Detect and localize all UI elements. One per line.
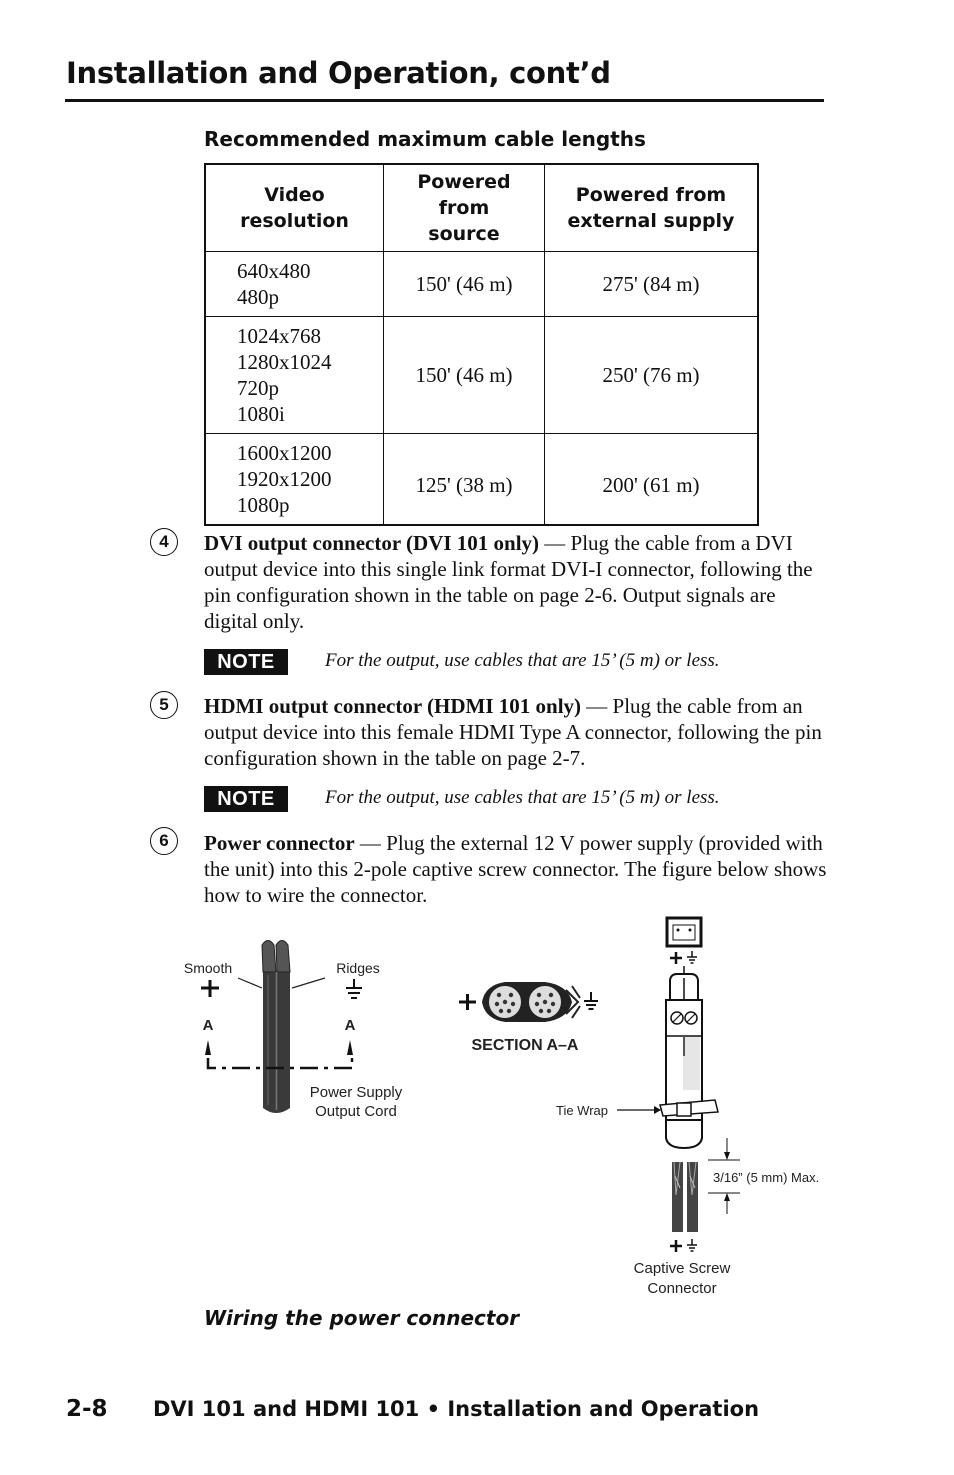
plus-icon <box>670 1240 682 1252</box>
table-header-row <box>205 164 758 252</box>
section-marker-a-left: A <box>202 1017 214 1034</box>
captive-screw-connector-illustration <box>660 918 718 1252</box>
ground-icon <box>584 992 598 1009</box>
source-length-cell: 150' (46 m) <box>384 252 545 317</box>
section-marker-a-right: A <box>344 1017 356 1034</box>
item-body: — Plug the cable from a DVI output device into this single link format DVI-I connector, following the pin configuration shown in the table on page 2-6. Output signals are digital only. <box>204 531 813 633</box>
figure-caption: Wiring the power connector <box>204 1306 520 1330</box>
cable-cross-section-illustration <box>459 982 598 1022</box>
cord-label: Power Supply Output Cord <box>309 1084 403 1120</box>
resolution-cell: 1600x1200 1920x1200 1080p <box>205 434 384 526</box>
source-length-cell: 150' (46 m) <box>384 317 545 434</box>
ridges-leader-line <box>292 978 325 988</box>
ground-icon <box>346 979 362 998</box>
page-title: Installation and Operation, cont’d <box>66 56 611 90</box>
plus-icon <box>670 952 682 964</box>
item-number-5: 5 <box>150 691 178 719</box>
item-dvi-output-connector <box>204 530 829 634</box>
cable-length-table <box>204 163 759 526</box>
max-length-label: 3/16” (5 mm) Max. <box>713 1170 820 1185</box>
resolution-cell: 1024x768 1280x1024 720p 1080i <box>205 317 384 434</box>
item-body: — Plug the cable from an output device into this female HDMI Type A connector, following the pin configuration shown in the table on page 2-7. <box>204 694 822 770</box>
column-header-powered-from-external: Powered from external supply <box>545 164 759 252</box>
source-length-cell: 125' (38 m) <box>384 434 545 526</box>
table-row <box>205 434 758 526</box>
page-number: 2-8 <box>66 1396 108 1422</box>
item-hdmi-output-connector <box>204 693 829 771</box>
plus-icon <box>201 980 219 997</box>
smooth-leader-line <box>238 978 262 988</box>
column-header-powered-from-source: Powered from source <box>384 164 545 252</box>
note-text: For the output, use cables that are 15’ (5 m) or less. <box>325 650 720 671</box>
item-heading: Power connector <box>204 831 355 855</box>
item-body: — Plug the external 12 V power supply (provided with the unit) into this 2-pole captive screw connector. The figure below shows how to wire the connector. <box>204 831 827 907</box>
column-header-video-resolution: Video resolution <box>205 164 384 252</box>
item-power-connector <box>204 830 829 908</box>
footer-text: DVI 101 and HDMI 101 • Installation and Operation <box>153 1397 760 1421</box>
ground-icon <box>687 951 697 963</box>
ground-icon <box>687 1239 697 1251</box>
power-wiring-figure <box>150 910 840 1310</box>
section-label: SECTION A–A <box>471 1037 579 1054</box>
arrow-up-icon <box>347 1040 353 1055</box>
ridges-label: Ridges <box>336 960 380 976</box>
resolution-cell: 640x480 480p <box>205 252 384 317</box>
tie-wrap-label: Tie Wrap <box>555 1103 608 1118</box>
item-heading: HDMI output connector (HDMI 101 only) <box>204 694 582 718</box>
power-cord-illustration <box>262 941 290 1114</box>
plus-icon <box>459 994 476 1010</box>
arrow-up-icon <box>205 1040 211 1055</box>
external-length-cell: 200' (61 m) <box>545 434 759 526</box>
item-number-6: 6 <box>150 827 178 855</box>
table-title: Recommended maximum cable lengths <box>204 127 646 151</box>
note-text: For the output, use cables that are 15’ (5 m) or less. <box>325 787 720 808</box>
external-length-cell: 275' (84 m) <box>545 252 759 317</box>
note-badge: NOTE <box>204 649 288 675</box>
note-badge: NOTE <box>204 786 288 812</box>
table-row <box>205 252 758 317</box>
table-row <box>205 317 758 434</box>
header-rule <box>65 99 824 102</box>
external-length-cell: 250' (76 m) <box>545 317 759 434</box>
item-number-4: 4 <box>150 528 178 556</box>
connector-label: Captive Screw Connector <box>633 1260 731 1297</box>
smooth-label: Smooth <box>183 960 233 976</box>
item-heading: DVI output connector (DVI 101 only) <box>204 531 540 555</box>
